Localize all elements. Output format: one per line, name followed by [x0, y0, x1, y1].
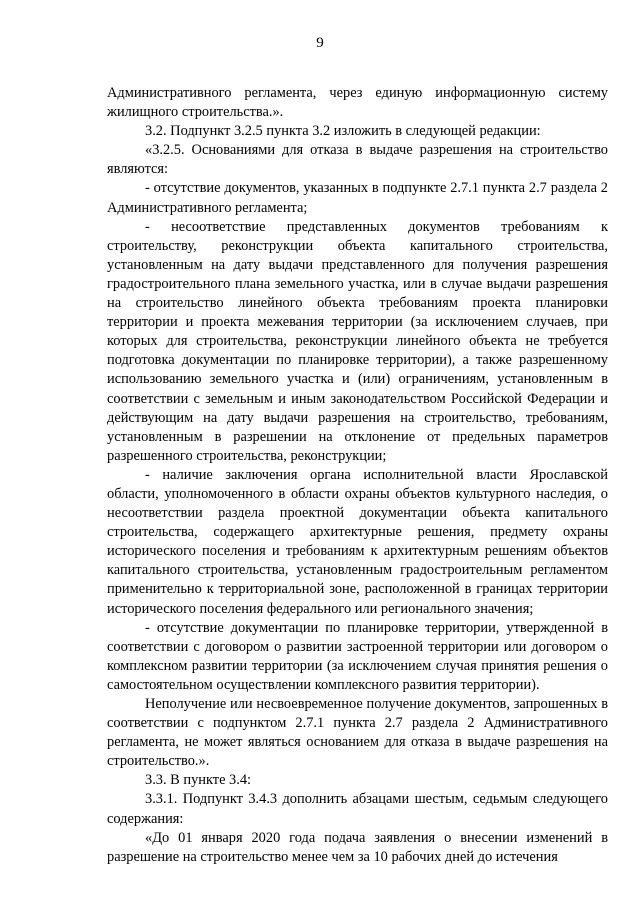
- paragraph: «До 01 января 2020 года подача заявления о внесении изменений в разрешение на строительство менее чем за 10 рабочих дней до истечения: [107, 829, 608, 865]
- page-number: 9: [316, 35, 324, 51]
- paragraph: - отсутствие документов, указанных в подпункте 2.7.1 пункта 2.7 раздела 2 Административного регламента;: [107, 180, 608, 216]
- paragraph: - несоответствие представленных документов требованиям к строительству, реконструкции объекта капитального строительства, установленным на дату выдачи представленного для получения разрешения градостроительного плана земельного участка, или в случае выдачи разрешения на строительство линейного объекта требованиям проекта планировки территории и проекта межевания территории (за исключением случаев, при которых для строительства, реконструкции линейного объекта не требуется подготовка документации по планировке территории), а также разрешенному использованию земельного участка и (или) ограничениям, установленным в соответствии с земельным и иным законодательством Российской Федерации и действующим на дату выдачи разрешения на строительство, требованиям, установленным в разрешении на отклонение от предельных параметров разрешенного строительства, реконструкции;: [107, 218, 608, 464]
- paragraph: «3.2.5. Основаниями для отказа в выдаче разрешения на строительство являются:: [107, 142, 608, 178]
- document-body: [107, 84, 608, 867]
- paragraph: 3.3. В пункте 3.4:: [145, 772, 252, 789]
- paragraph: Административного регламента, через единую информационную систему жилищного строительства.».: [107, 85, 608, 121]
- paragraph: 3.2. Подпункт 3.2.5 пункта 3.2 изложить в следующей редакции:: [145, 123, 541, 140]
- paragraph: 3.3.1. Подпункт 3.4.3 дополнить абзацами шестым, седьмым следующего содержания:: [107, 791, 608, 827]
- paragraph: - наличие заключения органа исполнительной власти Ярославской области, уполномоченного в области охраны объектов культурного наследия, о несоответствии раздела проектной документации объекта капитального строительства, содержащего архитектурные решения, предмету охраны исторического поселения и требованиям к архитектурным решениям объектов капитального строительства, установленным градостроительным регламентом применительно к территориальной зоне, расположенной в границах территории исторического поселения федерального или регионального значения;: [107, 466, 608, 617]
- paragraph: Неполучение или несвоевременное получение документов, запрошенных в соответствии с подпунктом 2.7.1 пункта 2.7 раздела 2 Административного регламента, не может являться основанием для отказа в выдаче разрешения на строительство.».: [107, 696, 608, 770]
- paragraph: - отсутствие документации по планировке территории, утвержденной в соответствии с договором о развитии застроенной территории или договором о комплексном развитии территории (за исключением случая принятия решения о самостоятельном осуществлении комплексного развития территории).: [107, 619, 608, 693]
